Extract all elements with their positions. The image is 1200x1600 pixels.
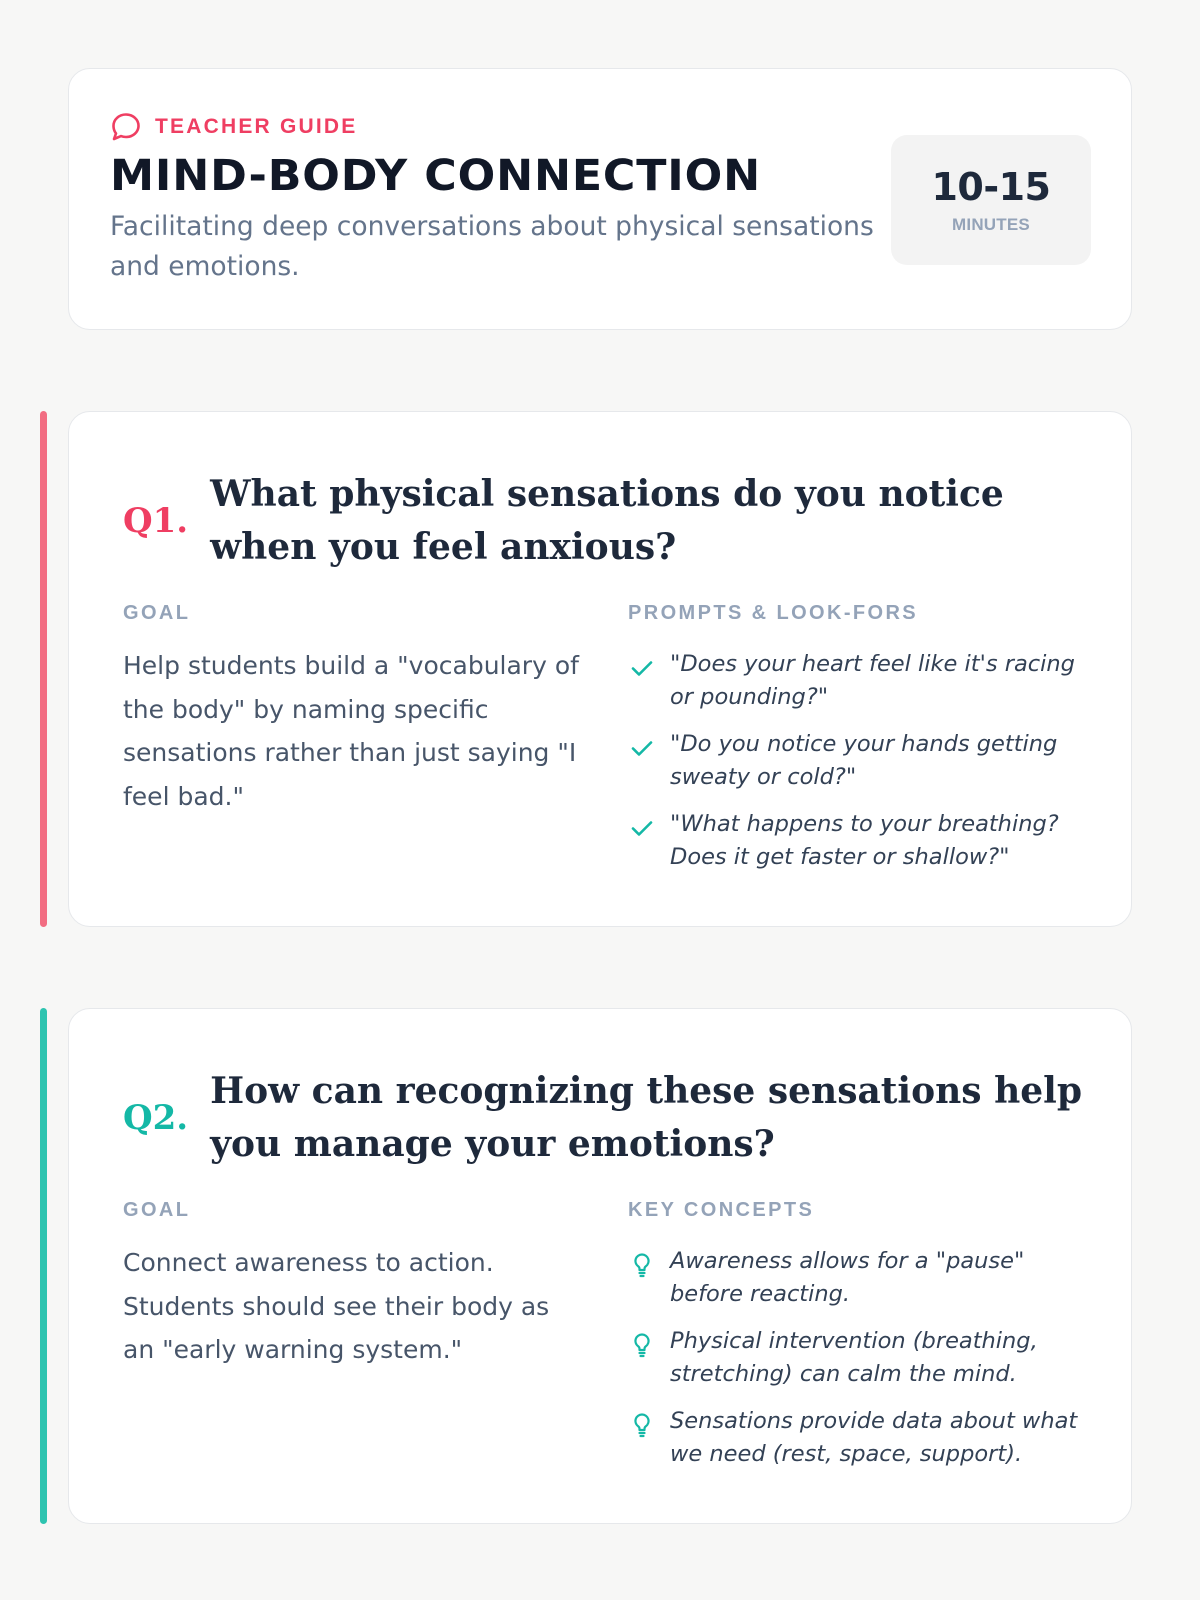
list-item-text: "What happens to your breathing? Does it get faster or shallow?" [670, 811, 1059, 870]
key-concepts-label: KEY CONCEPTS [628, 1199, 815, 1221]
question-text: How can recognizing these sensations help you manage your emotions? [210, 1070, 1083, 1165]
question-number: Q1. [123, 501, 189, 541]
goal-text: Connect awareness to action. Students should see their body as an "early warning system." [123, 1248, 550, 1364]
page-title: MIND-BODY CONNECTION [110, 151, 761, 201]
list-item-text: "Do you notice your hands getting sweaty or cold?" [670, 731, 1058, 790]
duration-unit: MINUTES [952, 215, 1030, 234]
page-subtitle: Facilitating deep conversations about physical sensations and emotions. [110, 211, 874, 282]
list-item-text: Sensations provide data about what we need (rest, space, support). [670, 1408, 1078, 1467]
list-item [628, 808, 1078, 874]
list-item [628, 1405, 1078, 1471]
eyebrow [110, 111, 357, 143]
header-card [68, 68, 1132, 330]
list-item [628, 1325, 1078, 1391]
list-item-text: "Does your heart feel like it's racing or pounding?" [670, 651, 1075, 710]
list-item-text: Physical intervention (breathing, stretching) can calm the mind. [670, 1328, 1038, 1387]
list-item [628, 648, 1078, 714]
goal-label: GOAL [123, 1199, 191, 1221]
list-item [628, 1245, 1078, 1311]
question-text: What physical sensations do you notice when you feel anxious? [210, 473, 1004, 568]
question-card-q1 [68, 411, 1132, 927]
eyebrow-label: TEACHER GUIDE [155, 115, 358, 138]
key-concepts-list [628, 1245, 1078, 1485]
q1-accent-bar [40, 411, 47, 927]
duration-badge [891, 135, 1091, 265]
check-icon [628, 734, 656, 762]
goal-text: Help students build a "vocabulary of the body" by naming specific sensations rather than just saying "I feel bad." [123, 651, 579, 811]
list-item [628, 728, 1078, 794]
prompts-label: PROMPTS & LOOK-FORS [628, 602, 919, 624]
prompts-list [628, 648, 1078, 888]
check-icon [628, 814, 656, 842]
question-header [123, 468, 1091, 574]
check-icon [628, 654, 656, 682]
goal-label: GOAL [123, 602, 191, 624]
q2-accent-bar [40, 1008, 47, 1524]
question-header [123, 1065, 1091, 1171]
list-item-text: Awareness allows for a "pause" before reacting. [670, 1248, 1025, 1307]
question-number: Q2. [123, 1098, 189, 1138]
question-card-q2 [68, 1008, 1132, 1524]
lightbulb-icon [628, 1251, 656, 1279]
lightbulb-icon [628, 1331, 656, 1359]
duration-value: 10-15 [931, 165, 1051, 209]
lightbulb-icon [628, 1411, 656, 1439]
chat-bubble-icon [110, 111, 142, 143]
